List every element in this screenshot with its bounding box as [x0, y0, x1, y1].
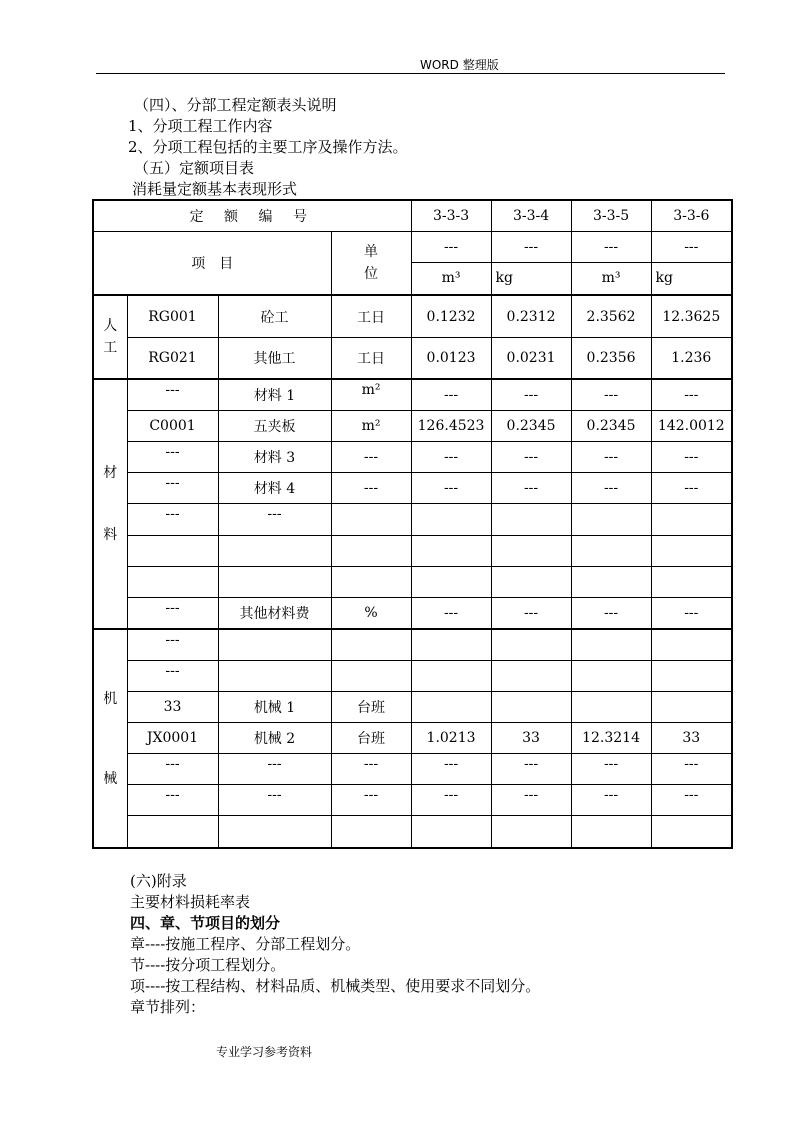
value-cell: [651, 504, 732, 535]
row-name-cell: 砼工: [218, 295, 331, 337]
value-cell: [571, 504, 651, 535]
row-code-cell: 33: [127, 691, 218, 722]
column-dash-cell: ---: [411, 231, 491, 262]
value-cell: [571, 629, 651, 660]
row-name-cell: ---: [218, 754, 331, 785]
item-header: 项 目: [93, 231, 331, 295]
value-cell: [571, 660, 651, 691]
bottom-note: 专业学习参考资料: [216, 1045, 313, 1059]
value-cell: ---: [651, 473, 732, 504]
row-name-cell: 材料 4: [218, 473, 331, 504]
unit-header-char: 单: [364, 243, 379, 260]
value-cell: ---: [411, 473, 491, 504]
row-code-cell: [127, 816, 218, 848]
value-cell: ---: [411, 379, 491, 411]
value-cell: [651, 691, 732, 722]
row-unit-cell: ---: [331, 754, 411, 785]
row-unit-cell: 工日: [331, 337, 411, 378]
value-cell: 0.2312: [491, 295, 571, 337]
value-cell: ---: [411, 785, 491, 816]
value-cell: ---: [571, 379, 651, 411]
unit-header-char: 位: [364, 265, 379, 282]
column-unit-cell: m³: [411, 262, 491, 295]
column-code-cell: 3-3-3: [411, 200, 491, 231]
value-cell: 1.236: [651, 337, 732, 378]
value-cell: 126.4523: [411, 411, 491, 442]
row-unit-cell: %: [331, 597, 411, 629]
row-code-cell: RG021: [127, 337, 218, 378]
row-unit-cell: [331, 629, 411, 660]
row-code-cell: RG001: [127, 295, 218, 337]
value-cell: ---: [411, 442, 491, 473]
group-char: 机: [103, 690, 118, 707]
value-cell: [411, 535, 491, 566]
intro-line: （五）定额项目表: [134, 159, 255, 177]
loss-table-line: 主要材料损耗率表: [130, 893, 251, 911]
row-name-cell: [218, 566, 331, 597]
row-code-cell: ---: [127, 473, 218, 504]
row-unit-cell: 工日: [331, 295, 411, 337]
value-cell: ---: [491, 473, 571, 504]
row-code-cell: ---: [127, 785, 218, 816]
row-unit-cell: [331, 504, 411, 535]
column-unit-cell: m³: [571, 262, 651, 295]
value-cell: [491, 566, 571, 597]
row-name-cell: [218, 816, 331, 848]
row-unit-cell: ---: [331, 473, 411, 504]
value-cell: ---: [651, 754, 732, 785]
row-unit-cell: 台班: [331, 691, 411, 722]
row-code-cell: JX0001: [127, 723, 218, 754]
group-char: 械: [103, 770, 118, 787]
row-unit-cell: [331, 816, 411, 848]
row-name-cell: ---: [218, 785, 331, 816]
value-cell: 2.3562: [571, 295, 651, 337]
value-cell: [651, 816, 732, 848]
row-code-cell: ---: [127, 379, 218, 411]
intro-line: 1、分项工程工作内容: [128, 117, 273, 135]
machine-group-label: [93, 629, 127, 848]
value-cell: [571, 566, 651, 597]
row-name-cell: 其他材料费: [218, 597, 331, 629]
row-unit-cell: 台班: [331, 723, 411, 754]
value-cell: [571, 816, 651, 848]
value-cell: ---: [651, 785, 732, 816]
value-cell: ---: [411, 754, 491, 785]
value-cell: ---: [491, 754, 571, 785]
value-cell: [491, 504, 571, 535]
value-cell: [411, 566, 491, 597]
section-line: 节----按分项工程划分。: [130, 956, 286, 974]
item-line: 项----按工程结构、材料品质、机械类型、使用要求不同划分。: [130, 977, 541, 995]
row-code-cell: C0001: [127, 411, 218, 442]
row-code-cell: ---: [127, 504, 218, 535]
value-cell: 0.2345: [571, 411, 651, 442]
row-code-cell: ---: [127, 629, 218, 660]
value-cell: 12.3214: [571, 723, 651, 754]
value-cell: [411, 629, 491, 660]
group-char: 工: [103, 339, 118, 356]
value-cell: [411, 660, 491, 691]
header-rule: [96, 73, 725, 74]
value-cell: 0.2356: [571, 337, 651, 378]
value-cell: [571, 535, 651, 566]
row-code-cell: ---: [127, 597, 218, 629]
row-name-cell: [218, 535, 331, 566]
column-code-cell: 3-3-4: [491, 200, 571, 231]
value-cell: [651, 566, 732, 597]
footer-section: [130, 871, 540, 1018]
value-cell: 33: [491, 723, 571, 754]
value-cell: ---: [491, 379, 571, 411]
quota-table: [92, 199, 733, 849]
group-char: 人: [103, 317, 118, 334]
row-name-cell: ---: [218, 504, 331, 535]
value-cell: ---: [571, 597, 651, 629]
intro-line: 2、分项工程包括的主要工序及操作方法。: [128, 138, 408, 156]
row-unit-cell: m²: [331, 411, 411, 442]
header-title: WORD 整理版: [420, 58, 499, 72]
value-cell: ---: [411, 597, 491, 629]
value-cell: 142.0012: [651, 411, 732, 442]
value-cell: ---: [571, 442, 651, 473]
value-cell: [491, 660, 571, 691]
division-heading: 四、章、节项目的划分: [130, 914, 281, 932]
row-code-cell: ---: [127, 660, 218, 691]
row-name-cell: 其他工: [218, 337, 331, 378]
quota-number-header: [93, 200, 411, 231]
value-cell: [651, 629, 732, 660]
value-cell: [491, 629, 571, 660]
intro-line: 消耗量定额基本表现形式: [132, 180, 298, 198]
value-cell: ---: [571, 785, 651, 816]
chapter-line: 章----按施工程序、分部工程划分。: [130, 935, 361, 953]
row-name-cell: 材料 1: [218, 379, 331, 411]
row-code-cell: ---: [127, 442, 218, 473]
value-cell: ---: [491, 442, 571, 473]
value-cell: ---: [651, 379, 732, 411]
column-dash-cell: ---: [571, 231, 651, 262]
arrangement-line: 章节排列：: [130, 998, 206, 1016]
intro-line: （四）、分部工程定额表头说明: [134, 96, 337, 114]
row-name-cell: [218, 629, 331, 660]
row-name-cell: 机械 1: [218, 691, 331, 722]
row-name-cell: [218, 660, 331, 691]
column-code-cell: 3-3-6: [651, 200, 732, 231]
group-char: 料: [103, 526, 118, 543]
value-cell: [491, 691, 571, 722]
value-cell: 1.0213: [411, 723, 491, 754]
value-cell: ---: [491, 597, 571, 629]
group-char: 材: [103, 464, 118, 481]
row-unit-cell: ---: [331, 785, 411, 816]
value-cell: [411, 816, 491, 848]
row-code-cell: [127, 535, 218, 566]
intro-section: [128, 95, 408, 200]
material-group-label: [93, 379, 127, 630]
value-cell: 0.0231: [491, 337, 571, 378]
column-unit-cell: kg: [491, 262, 571, 295]
quota-number-label: 定 额 编 号: [189, 208, 315, 225]
value-cell: [651, 535, 732, 566]
value-cell: ---: [491, 785, 571, 816]
row-unit-cell: [331, 566, 411, 597]
value-cell: [651, 660, 732, 691]
value-cell: 0.1232: [411, 295, 491, 337]
column-unit-cell: kg: [651, 262, 732, 295]
row-unit-cell: ---: [331, 442, 411, 473]
value-cell: [491, 816, 571, 848]
column-dash-cell: ---: [491, 231, 571, 262]
row-unit-cell: [331, 535, 411, 566]
value-cell: 0.2345: [491, 411, 571, 442]
column-dash-cell: ---: [651, 231, 732, 262]
value-cell: 33: [651, 723, 732, 754]
appendix-heading: (六)附录: [130, 872, 187, 890]
value-cell: [411, 504, 491, 535]
row-code-cell: ---: [127, 754, 218, 785]
value-cell: ---: [571, 473, 651, 504]
column-code-cell: 3-3-5: [571, 200, 651, 231]
row-name-cell: 五夹板: [218, 411, 331, 442]
row-unit-cell: [331, 660, 411, 691]
value-cell: [571, 691, 651, 722]
value-cell: 12.3625: [651, 295, 732, 337]
unit-header: [331, 231, 411, 295]
row-name-cell: 材料 3: [218, 442, 331, 473]
value-cell: [491, 535, 571, 566]
value-cell: [411, 691, 491, 722]
value-cell: ---: [651, 442, 732, 473]
value-cell: 0.0123: [411, 337, 491, 378]
row-unit-cell: m²: [331, 379, 411, 411]
labor-group-label: [93, 295, 127, 378]
value-cell: ---: [651, 597, 732, 629]
value-cell: ---: [571, 754, 651, 785]
row-code-cell: [127, 566, 218, 597]
row-name-cell: 机械 2: [218, 723, 331, 754]
